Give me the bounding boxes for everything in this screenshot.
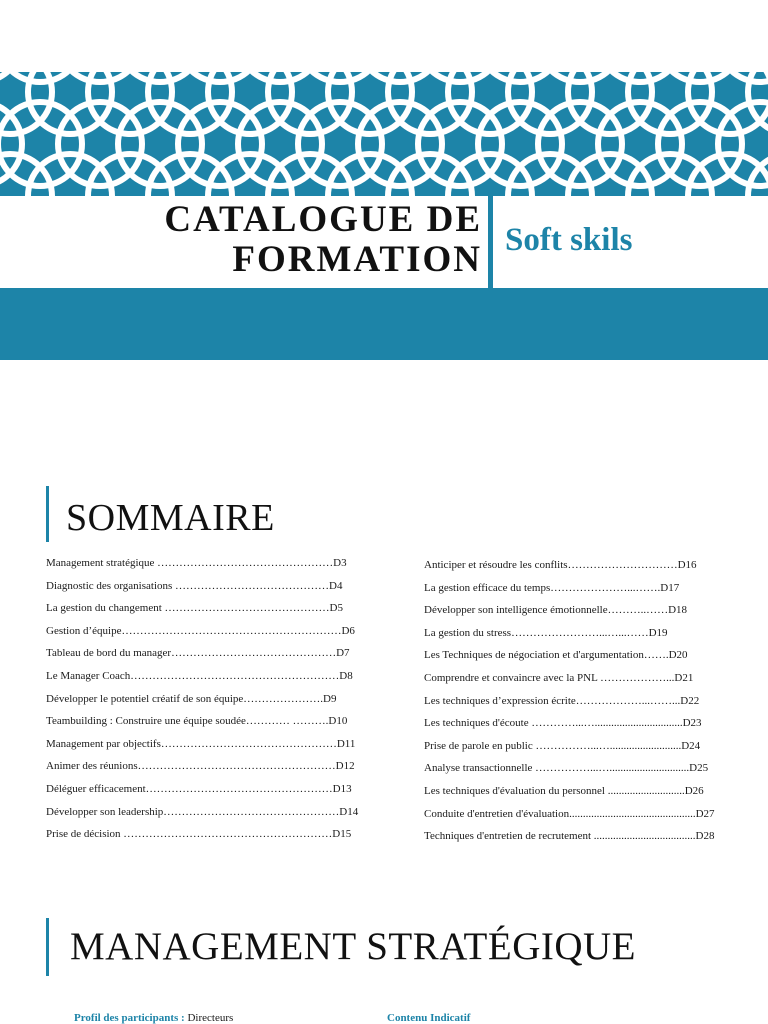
toc-item: Comprendre et convaincre avec la PNL ………………...D21 bbox=[424, 671, 694, 684]
toc-item: Le Manager Coach…………………………………………………D8 bbox=[46, 669, 353, 682]
catalogue-title bbox=[164, 200, 482, 280]
toc-item: Les techniques d'écoute …………...…................................D23 bbox=[424, 717, 702, 730]
toc-item: La gestion du stress……………………...…...……D19 bbox=[424, 626, 668, 639]
management-heading: MANAGEMENT STRATÉGIQUE bbox=[70, 925, 637, 968]
profil-label: Profil des participants : bbox=[74, 1012, 185, 1024]
toc-item: Gestion d’équipe……………………………………………………D6 bbox=[46, 624, 355, 637]
toc-item: Conduite d'entretien d'évaluation..............................................D27 bbox=[424, 807, 715, 820]
toc-item: Les Techniques de négociation et d'argumentation…….D20 bbox=[424, 649, 688, 662]
catalogue-title-line2: FORMATION bbox=[232, 239, 482, 280]
toc-item: Les techniques d’expression écrite………………...……...D22 bbox=[424, 694, 700, 707]
pattern-ring bbox=[598, 72, 682, 82]
pattern-ring bbox=[478, 72, 562, 82]
toc-item: Diagnostic des organisations ……………………………………D4 bbox=[46, 579, 343, 592]
toc-item: Tableau de bord du manager………………………………………D7 bbox=[46, 647, 350, 660]
catalogue-subtitle: Soft skils bbox=[505, 222, 633, 258]
pattern-ring bbox=[178, 72, 262, 82]
sommaire-heading: SOMMAIRE bbox=[66, 497, 275, 539]
toc-item: Teambuilding : Construire une équipe soudée………… ……….D10 bbox=[46, 715, 348, 728]
pattern-ring bbox=[538, 72, 622, 82]
toc-item: Développer le potentiel créatif de son équipe………………….D9 bbox=[46, 692, 337, 705]
profil-row bbox=[74, 1012, 233, 1024]
header-pattern-banner bbox=[0, 72, 768, 196]
toc-item: Management stratégique …………………………………………D3 bbox=[46, 557, 347, 569]
toc-item: La gestion du changement ………………………………………D5 bbox=[46, 602, 343, 615]
toc-item: Développer son intelligence émotionnelle………..……D18 bbox=[424, 604, 688, 617]
toc-item: Animer des réunions………………………………………………D12 bbox=[46, 760, 355, 773]
toc-item: Développer son leadership…………………………………………D14 bbox=[46, 805, 359, 818]
pattern-ring bbox=[58, 72, 142, 82]
toc-item: Prise de parole en public ……………...…..........................D24 bbox=[424, 739, 701, 752]
toc-right-column bbox=[424, 554, 715, 848]
pattern-ring bbox=[118, 72, 202, 82]
pattern-ring bbox=[658, 72, 742, 82]
sommaire-accent-bar bbox=[46, 486, 49, 542]
toc-left-column bbox=[46, 552, 358, 846]
pattern-ring bbox=[0, 72, 82, 82]
header-band bbox=[0, 288, 768, 360]
circle-pattern-graphic bbox=[0, 72, 768, 196]
toc-item: Prise de décision …………………………………………………D15 bbox=[46, 828, 352, 841]
toc-item: Management par objectifs…………………………………………D11 bbox=[46, 737, 356, 750]
contenu-label: Contenu Indicatif bbox=[387, 1012, 471, 1024]
pattern-ring bbox=[298, 72, 382, 82]
pattern-ring bbox=[238, 72, 322, 82]
management-accent-bar bbox=[46, 918, 49, 976]
title-divider bbox=[488, 196, 493, 288]
toc-item: Les techniques d'évaluation du personnel ............................D26 bbox=[424, 784, 704, 797]
toc-item: Techniques d'entretien de recrutement .....................................D28 bbox=[424, 830, 715, 843]
toc-item: Anticiper et résoudre les conflits…………………………D16 bbox=[424, 559, 697, 571]
toc-item: La gestion efficace du temps…………………...…….D17 bbox=[424, 581, 680, 594]
toc-item: Analyse transactionnelle ……………...….............................D25 bbox=[424, 762, 709, 775]
toc-item: Déléguer efficacement……………………………………………D13 bbox=[46, 782, 352, 795]
pattern-ring bbox=[358, 72, 442, 82]
profil-value: Directeurs bbox=[187, 1012, 234, 1024]
pattern-ring bbox=[418, 72, 502, 82]
catalogue-title-line1: CATALOGUE DE bbox=[164, 199, 482, 240]
